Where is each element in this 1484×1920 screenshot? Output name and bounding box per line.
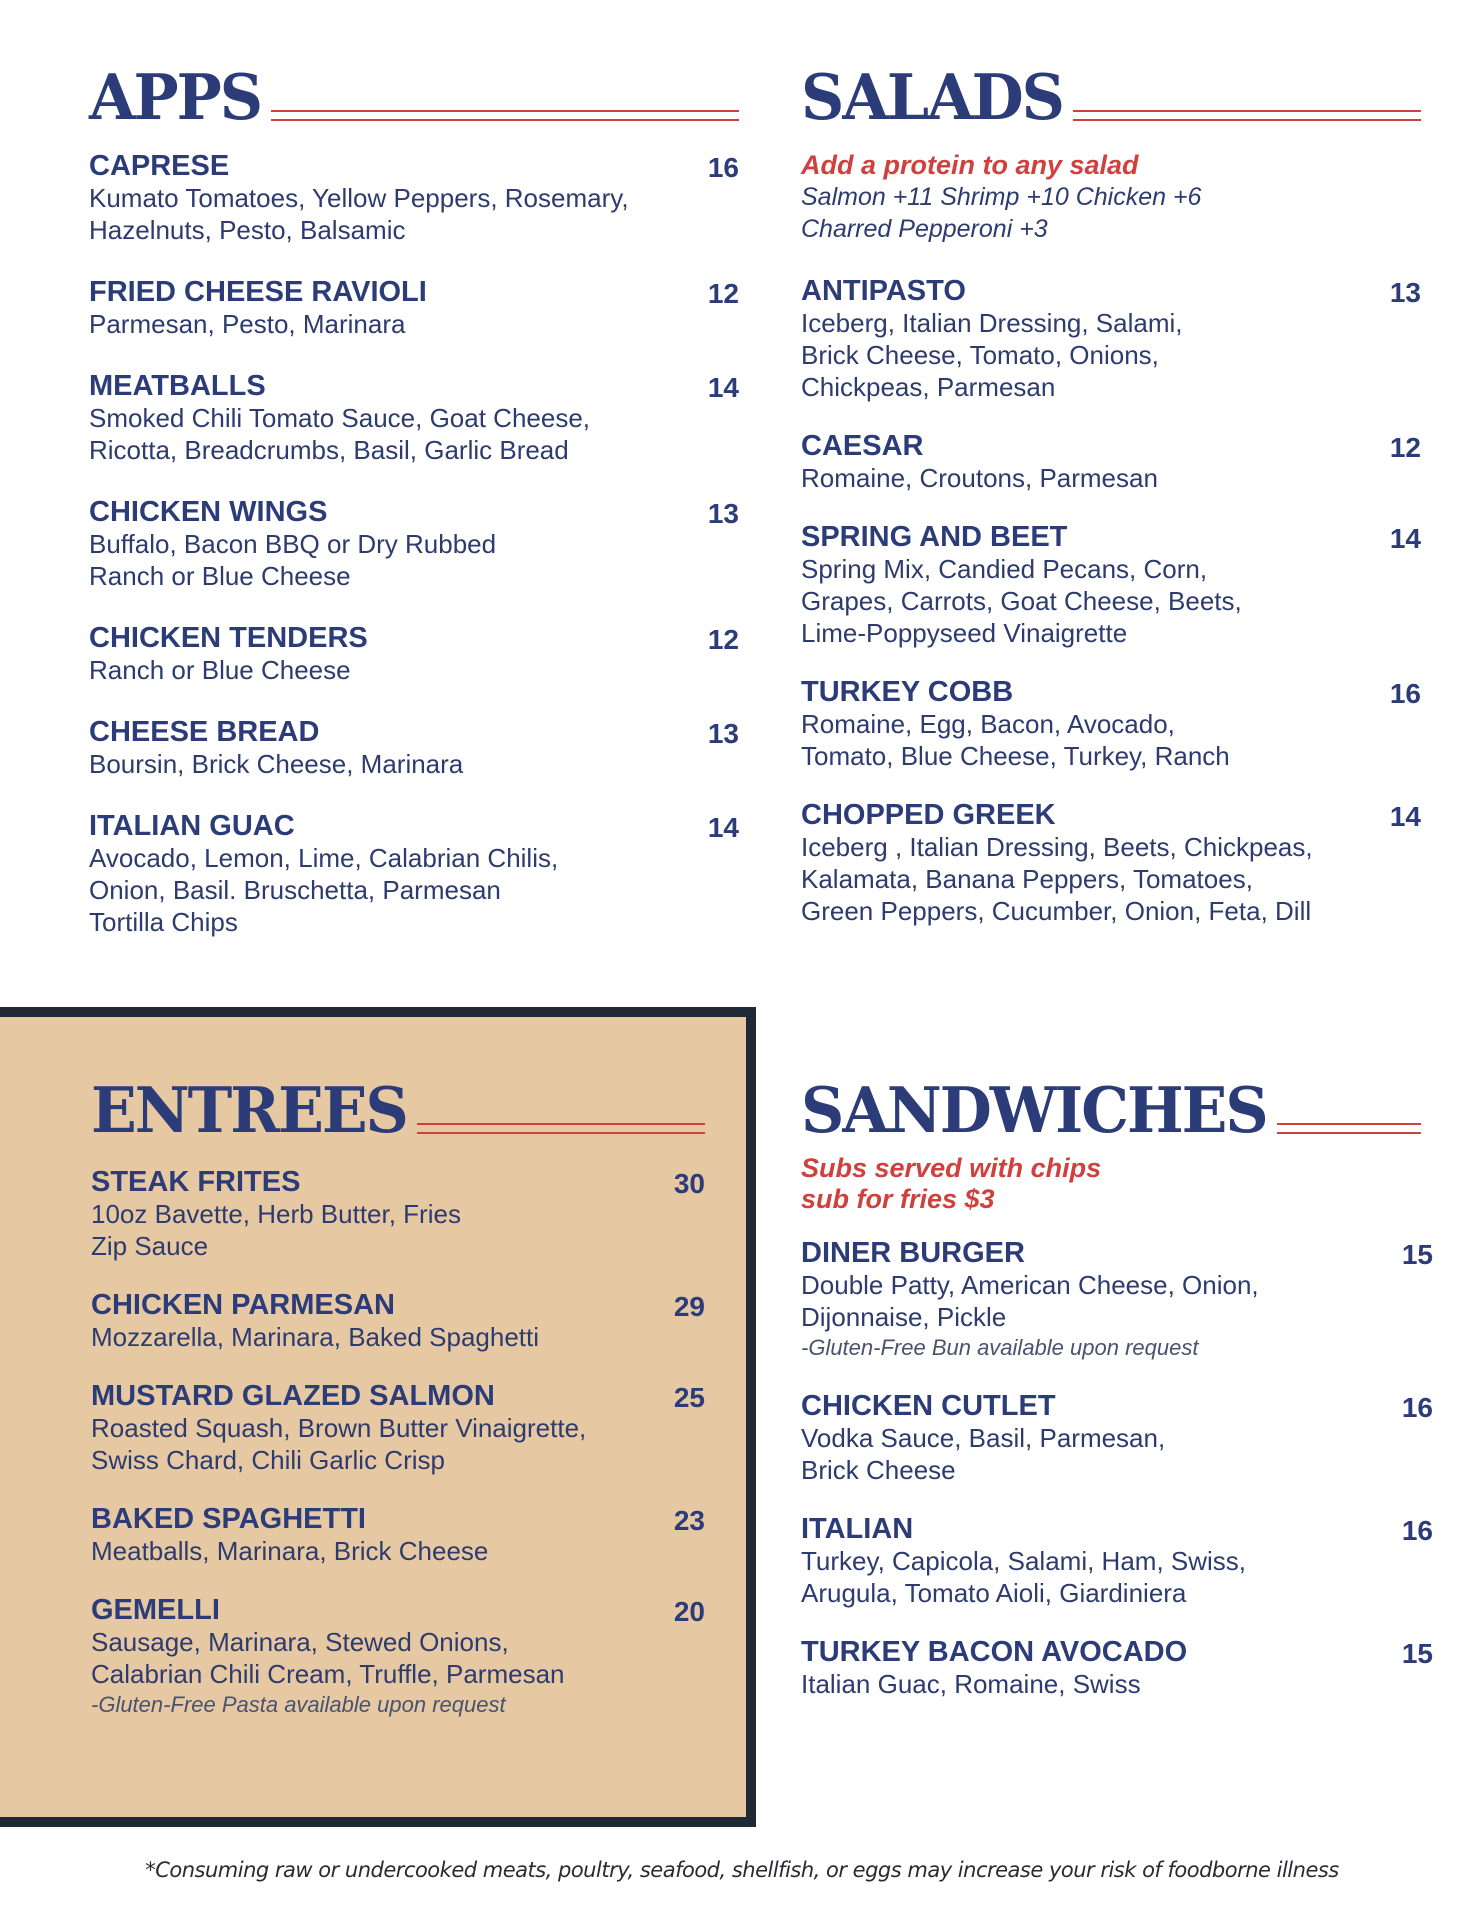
protein-promo-line: Salmon +11 Shrimp +10 Chicken +6 <box>801 183 1202 211</box>
menu-item-description: Romaine, Egg, Bacon, Avocado, <box>801 709 1175 739</box>
menu-item-name: BAKED SPAGHETTI <box>91 1503 366 1535</box>
menu-item-name: MUSTARD GLAZED SALMON <box>91 1380 495 1412</box>
menu-item-description: Kalamata, Banana Peppers, Tomatoes, <box>801 864 1253 894</box>
menu-item-description: Swiss Chard, Chili Garlic Crisp <box>91 1445 445 1475</box>
menu-item <box>91 1594 705 1720</box>
menu-item-price: 12 <box>707 624 739 655</box>
menu-item-description: Tortilla Chips <box>89 907 238 937</box>
menu-item-name: GEMELLI <box>91 1594 220 1626</box>
menu-item-price: 23 <box>673 1505 705 1536</box>
menu-item-name: SPRING AND BEET <box>801 521 1068 553</box>
menu-item-description: Iceberg, Italian Dressing, Salami, <box>801 308 1183 338</box>
menu-item-description: Brick Cheese, Tomato, Onions, <box>801 340 1159 370</box>
apps-section <box>89 61 739 938</box>
menu-item-price: 16 <box>707 152 739 183</box>
menu-item-description: Zip Sauce <box>91 1231 209 1261</box>
subs-promo <box>801 1153 1433 1215</box>
menu-item <box>89 496 739 592</box>
menu-item-description: Iceberg , Italian Dressing, Beets, Chickpeas, <box>801 832 1313 862</box>
menu-item <box>91 1289 705 1353</box>
menu-item <box>801 275 1421 403</box>
menu-item-price: 12 <box>707 278 739 309</box>
menu-item-price: 14 <box>1389 523 1421 554</box>
menu-item-price: 30 <box>673 1168 705 1199</box>
menu-item-name: DINER BURGER <box>801 1237 1025 1269</box>
menu-item-price: 15 <box>1401 1638 1433 1669</box>
menu-item-price: 16 <box>1389 678 1421 709</box>
menu-item-note: -Gluten-Free Pasta available upon request <box>91 1692 506 1717</box>
menu-item <box>801 521 1421 649</box>
menu-item-description: 10oz Bavette, Herb Butter, Fries <box>91 1199 461 1229</box>
menu-item-price: 29 <box>673 1291 705 1322</box>
menu-item-name: CHICKEN PARMESAN <box>91 1289 395 1321</box>
salads-section <box>801 61 1421 927</box>
menu-item <box>801 1237 1433 1363</box>
apps-items <box>89 150 739 938</box>
apps-title-rule <box>271 110 739 121</box>
entrees-items <box>91 1166 705 1720</box>
menu-item-description: Ranch or Blue Cheese <box>89 655 351 685</box>
menu-item-name: FRIED CHEESE RAVIOLI <box>89 276 427 308</box>
menu-item-description: Avocado, Lemon, Lime, Calabrian Chilis, <box>89 843 559 873</box>
menu-item-name: CHICKEN WINGS <box>89 496 328 528</box>
subs-promo-line: Subs served with chips <box>801 1153 1102 1183</box>
menu-item-name: CAPRESE <box>89 150 230 182</box>
menu-item-description: Romaine, Croutons, Parmesan <box>801 463 1158 493</box>
menu-item-price: 20 <box>673 1596 705 1627</box>
menu-item <box>89 370 739 466</box>
menu-item-price: 13 <box>707 498 739 529</box>
menu-item-description: Onion, Basil. Bruschetta, Parmesan <box>89 875 501 905</box>
menu-item-name: ANTIPASTO <box>801 275 966 307</box>
menu-item-name: ITALIAN GUAC <box>89 810 295 842</box>
menu-item-description: Buffalo, Bacon BBQ or Dry Rubbed <box>89 529 497 559</box>
menu-item-description: Hazelnuts, Pesto, Balsamic <box>89 215 406 245</box>
menu-item-description: Double Patty, American Cheese, Onion, <box>801 1270 1259 1300</box>
menu-item-description: Boursin, Brick Cheese, Marinara <box>89 749 464 779</box>
menu-item-description: Mozzarella, Marinara, Baked Spaghetti <box>91 1322 540 1352</box>
menu-item <box>89 276 739 340</box>
protein-promo-heading: Add a protein to any salad <box>801 150 1139 180</box>
menu-item-name: MEATBALLS <box>89 370 266 402</box>
menu-item-description: Meatballs, Marinara, Brick Cheese <box>91 1536 489 1566</box>
menu-item-name: ITALIAN <box>801 1513 914 1545</box>
menu-item-name: CHEESE BREAD <box>89 716 320 748</box>
menu-item <box>801 676 1421 772</box>
menu-item-price: 16 <box>1401 1515 1433 1546</box>
salads-header <box>801 61 1421 135</box>
menu-item-price: 16 <box>1401 1392 1433 1423</box>
menu-item-name: TURKEY BACON AVOCADO <box>801 1636 1188 1668</box>
menu-item <box>801 1390 1433 1486</box>
menu-item-price: 12 <box>1389 432 1421 463</box>
foodborne-illness-disclaimer: *Consuming raw or undercooked meats, poultry, seafood, shellfish, or eggs may increase your risk of foodborne illness <box>145 1858 1339 1882</box>
menu-item <box>89 622 739 686</box>
menu-item-description: Turkey, Capicola, Salami, Ham, Swiss, <box>801 1546 1247 1576</box>
menu-item-description: Spring Mix, Candied Pecans, Corn, <box>801 554 1208 584</box>
menu-item-description: Dijonnaise, Pickle <box>801 1302 1007 1332</box>
menu-item <box>91 1166 705 1262</box>
menu-item-name: CAESAR <box>801 430 924 462</box>
menu-item <box>801 799 1421 927</box>
menu-item <box>801 1636 1433 1700</box>
menu-item-price: 13 <box>707 718 739 749</box>
menu-item <box>801 430 1421 494</box>
menu-item-name: TURKEY COBB <box>801 676 1014 708</box>
menu-item-description: Ricotta, Breadcrumbs, Basil, Garlic Bread <box>89 435 569 465</box>
sandwiches-items <box>801 1237 1433 1700</box>
menu-item-description: Sausage, Marinara, Stewed Onions, <box>91 1627 509 1657</box>
menu-item-description: Vodka Sauce, Basil, Parmesan, <box>801 1423 1166 1453</box>
menu-item <box>89 716 739 780</box>
menu-item <box>89 810 739 938</box>
menu-item-description: Kumato Tomatoes, Yellow Peppers, Rosemary, <box>89 183 629 213</box>
menu-item-description: Brick Cheese <box>801 1455 956 1485</box>
menu-item-description: Tomato, Blue Cheese, Turkey, Ranch <box>801 741 1230 771</box>
menu-item-description: Green Peppers, Cucumber, Onion, Feta, Dill <box>801 896 1312 926</box>
entrees-title-rule <box>417 1123 705 1134</box>
menu-item-description: Ranch or Blue Cheese <box>89 561 351 591</box>
menu-item-price: 14 <box>1389 801 1421 832</box>
menu-item-price: 13 <box>1389 277 1421 308</box>
menu-item-description: Italian Guac, Romaine, Swiss <box>801 1669 1141 1699</box>
sandwiches-title: SANDWICHES <box>801 1074 1267 1148</box>
menu-item <box>801 1513 1433 1609</box>
menu-item-description: Chickpeas, Parmesan <box>801 372 1056 402</box>
salads-title: SALADS <box>801 61 1063 135</box>
entrees-header <box>91 1074 705 1148</box>
menu-item-name: CHOPPED GREEK <box>801 799 1056 831</box>
menu-item-note: -Gluten-Free Bun available upon request <box>801 1335 1199 1360</box>
menu-item <box>89 150 739 246</box>
menu-item-description: Arugula, Tomato Aioli, Giardiniera <box>801 1578 1187 1608</box>
entrees-section <box>91 1074 705 1720</box>
menu-item-description: Lime-Poppyseed Vinaigrette <box>801 618 1128 648</box>
menu-item-name: CHICKEN CUTLET <box>801 1390 1056 1422</box>
sandwiches-header <box>801 1074 1421 1148</box>
subs-promo-line: sub for fries $3 <box>801 1184 995 1214</box>
menu-item-description: Calabrian Chili Cream, Truffle, Parmesan <box>91 1659 565 1689</box>
menu-item-price: 25 <box>673 1382 705 1413</box>
menu-item-price: 15 <box>1401 1239 1433 1270</box>
sandwiches-title-rule <box>1277 1123 1421 1134</box>
entrees-title: ENTREES <box>91 1074 407 1148</box>
menu-item-name: CHICKEN TENDERS <box>89 622 368 654</box>
menu-item-description: Parmesan, Pesto, Marinara <box>89 309 406 339</box>
salads-items <box>801 275 1421 927</box>
menu-item-description: Grapes, Carrots, Goat Cheese, Beets, <box>801 586 1242 616</box>
menu-item-price: 14 <box>707 372 739 403</box>
menu-item-description: Smoked Chili Tomato Sauce, Goat Cheese, <box>89 403 591 433</box>
menu-item-description: Roasted Squash, Brown Butter Vinaigrette, <box>91 1413 587 1443</box>
menu-item-name: STEAK FRITES <box>91 1166 301 1198</box>
menu-item-price: 14 <box>707 812 739 843</box>
salads-title-rule <box>1073 110 1421 121</box>
apps-title: APPS <box>89 61 262 135</box>
sandwiches-section <box>801 1074 1433 1700</box>
protein-promo <box>801 150 1421 245</box>
apps-header <box>89 61 739 135</box>
protein-promo-line: Charred Pepperoni +3 <box>801 215 1048 243</box>
menu-item <box>91 1380 705 1476</box>
menu-item <box>91 1503 705 1567</box>
